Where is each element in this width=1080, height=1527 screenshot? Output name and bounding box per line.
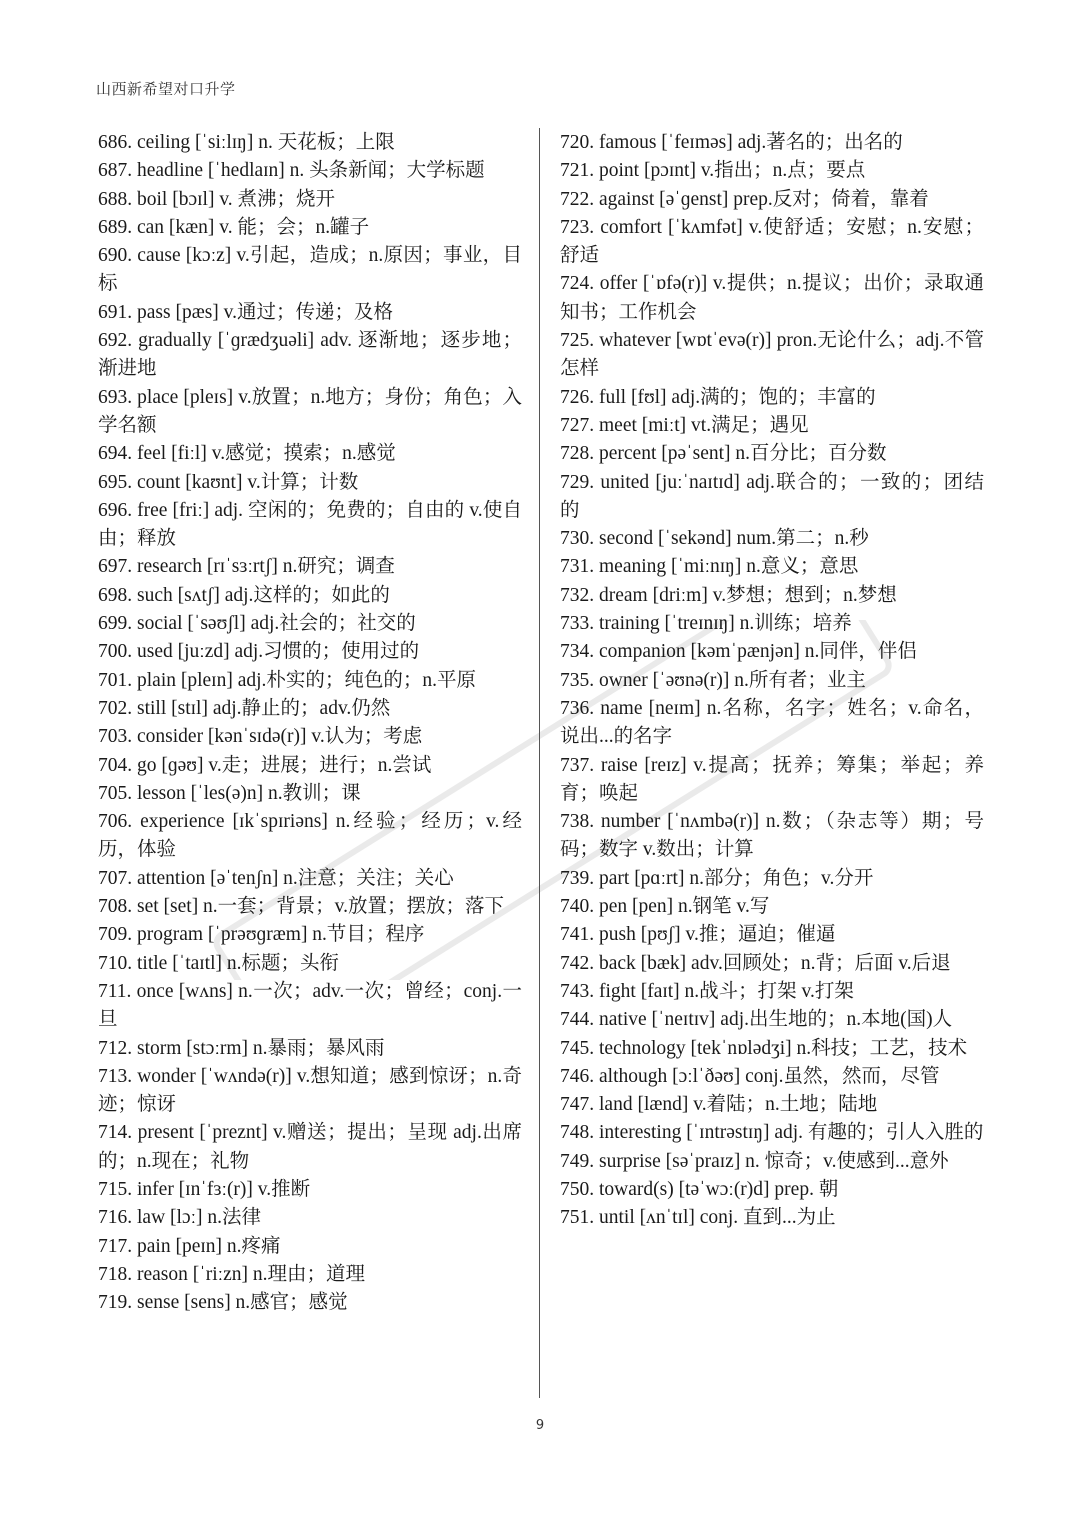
vocab-entry-711: 711. once [wʌns] n.一次；adv.一次；曾经；conj.一旦 (98, 980, 522, 1031)
vocab-entry-708: 708. set [set] n.一套；背景；v.放置；摆放；落下 (98, 896, 505, 918)
vocab-entry-732: 732. dream [driːm] v.梦想；想到；n.梦想 (560, 584, 897, 606)
vocab-entry-737: 737. raise [reɪz] v.提高；抚养；筹集；举起；养育；唤起 (560, 754, 984, 804)
vocab-entry-729: 729. united [juːˈnaɪtɪd] adj.联合的；一致的；团结的 (560, 471, 984, 521)
vocab-entry-705: 705. lesson [ˈles(ə)n] n.教训；课 (98, 782, 361, 804)
vocab-entry-697: 697. research [rɪˈsɜːrtʃ] n.研究；调查 (98, 556, 395, 578)
vocab-entry-694: 694. feel [fiːl] v.感觉；摸索；n.感觉 (98, 443, 396, 465)
vocab-entry-693: 693. place [pleɪs] v.放置；n.地方；身份；角色；入学名额 (98, 386, 522, 436)
vocab-entry-687: 687. headline [ˈhedlaɪn] n. 头条新闻；大学标题 (98, 160, 485, 182)
vocab-entry-726: 726. full [fʊl] adj.满的；饱的；丰富的 (560, 386, 876, 408)
vocab-entry-715: 715. infer [ɪnˈfɜː(r)] v.推断 (98, 1178, 311, 1200)
vocab-entry-713: 713. wonder [ˈwʌndə(r)] v.想知道；感到惊讶；n.奇迹；惊讶 (98, 1065, 522, 1116)
column-divider (539, 128, 540, 1398)
vocab-entry-748: 748. interesting [ˈɪntrəstɪŋ] adj. 有趣的；引人入胜的 (560, 1122, 984, 1144)
vocab-entry-699: 699. social [ˈsəʊʃl] adj.社会的；社交的 (98, 613, 416, 635)
vocab-entry-733: 733. training [ˈtreɪnɪŋ] n.训练；培养 (560, 613, 852, 635)
vocab-entry-702: 702. still [stɪl] adj.静止的；adv.仍然 (98, 697, 391, 719)
vocab-entry-744: 744. native [ˈneɪtɪv] adj.出生地的；n.本地(国)人 (560, 1009, 953, 1031)
vocab-entry-712: 712. storm [stɔːrm] n.暴雨；暴风雨 (98, 1037, 385, 1059)
vocab-entry-724: 724. offer [ˈɒfə(r)] v.提供；n.提议；出价；录取通知书；工作机会 (560, 273, 984, 323)
vocab-entry-704: 704. go [ɡəʊ] v.走；进展；进行；n.尝试 (98, 754, 432, 776)
vocab-entry-690: 690. cause [kɔːz] v.引起，造成；n.原因；事业，目标 (98, 245, 522, 295)
vocab-entry-692: 692. gradually [ˈɡrædʒuəli] adv. 逐渐地；逐步地；渐进地 (98, 330, 522, 380)
page-header-title: 山西新希望对口升学 (96, 80, 236, 98)
vocab-entry-730: 730. second [ˈsekənd] num.第二；n.秒 (560, 528, 869, 550)
vocab-entry-751: 751. until [ʌnˈtɪl] conj. 直到...为止 (560, 1207, 836, 1229)
vocab-entry-720: 720. famous [ˈfeɪməs] adj.著名的；出名的 (560, 132, 903, 153)
vocab-entry-714: 714. present [ˈpreznt] v.赠送；提出；呈现 adj.出席的；n.现在；礼物 (98, 1122, 522, 1172)
vocab-entry-686: 686. ceiling [ˈsiːlɪŋ] n. 天花板；上限 (98, 132, 395, 153)
vocab-entry-721: 721. point [pɔɪnt] v.指出；n.点；要点 (560, 160, 866, 182)
vocab-entry-727: 727. meet [miːt] vt.满足；遇见 (560, 414, 809, 436)
vocab-entry-742: 742. back [bæk] adv.回顾处；n.背；后面 v.后退 (560, 952, 951, 974)
vocab-entry-731: 731. meaning [ˈmiːnɪŋ] n.意义；意思 (560, 556, 859, 578)
vocab-entry-740: 740. pen [pen] n.钢笔 v.写 (560, 896, 770, 918)
vocab-entry-709: 709. program [ˈprəʊɡræm] n.节目；程序 (98, 924, 425, 946)
vocab-entry-688: 688. boil [bɔɪl] v. 煮沸；烧开 (98, 188, 336, 210)
vocab-entry-738: 738. number [ˈnʌmbə(r)] n.数；（杂志等）期；号码；数字 v.数出；计算 (560, 811, 984, 861)
vocab-entry-739: 739. part [pɑːrt] n.部分；角色；v.分开 (560, 867, 874, 889)
vocab-entry-745: 745. technology [tekˈnɒlədʒi] n.科技；工艺，技术 (560, 1037, 968, 1059)
vocab-entry-689: 689. can [kæn] v. 能；会；n.罐子 (98, 216, 370, 238)
vocab-entry-701: 701. plain [pleɪn] adj.朴实的；纯色的；n.平原 (98, 669, 477, 691)
vocab-entry-698: 698. such [sʌtʃ] adj.这样的；如此的 (98, 584, 390, 606)
vocab-entry-749: 749. surprise [səˈpraɪz] n. 惊奇；v.使感到...意外 (560, 1150, 949, 1172)
vocab-entry-741: 741. push [pʊʃ] v.推；逼迫；催逼 (560, 924, 836, 946)
vocab-entry-710: 710. title [ˈtaɪtl] n.标题；头衔 (98, 952, 340, 974)
vocabulary-column-left (98, 129, 522, 1317)
vocabulary-column-right (560, 129, 984, 1233)
vocab-entry-717: 717. pain [peɪn] n.疼痛 (98, 1235, 281, 1257)
vocab-entry-718: 718. reason [ˈriːzn] n.理由；道理 (98, 1263, 365, 1285)
page-number: 9 (535, 1418, 545, 1433)
vocab-entry-728: 728. percent [pəˈsent] n.百分比；百分数 (560, 443, 887, 465)
vocab-entry-725: 725. whatever [wɒtˈevə(r)] pron.无论什么；adj.不管怎样 (560, 330, 984, 380)
vocab-entry-736: 736. name [neɪm] n.名称，名字；姓名；v.命名，说出...的名字 (560, 697, 984, 748)
vocab-entry-735: 735. owner [ˈəʊnə(r)] n.所有者；业主 (560, 669, 866, 691)
vocab-entry-700: 700. used [juːzd] adj.习惯的；使用过的 (98, 641, 420, 663)
vocab-entry-716: 716. law [lɔː] n.法律 (98, 1207, 262, 1229)
vocab-entry-696: 696. free [friː] adj. 空闲的；免费的；自由的 v.使自由；释放 (98, 499, 522, 550)
vocab-entry-703: 703. consider [kənˈsɪdə(r)] v.认为；考虑 (98, 726, 423, 748)
vocab-entry-746: 746. although [ɔːlˈðəʊ] conj.虽然，然而，尽管 (560, 1065, 940, 1087)
vocab-entry-719: 719. sense [sens] n.感官；感觉 (98, 1292, 348, 1314)
vocab-entry-723: 723. comfort [ˈkʌmfət] v.使舒适；安慰；n.安慰；舒适 (560, 216, 984, 267)
vocab-entry-747: 747. land [lænd] v.着陆；n.土地；陆地 (560, 1094, 878, 1116)
vocab-entry-695: 695. count [kaʊnt] v.计算；计数 (98, 471, 359, 493)
vocab-entry-734: 734. companion [kəmˈpænjən] n.同伴，伴侣 (560, 641, 917, 663)
vocab-entry-743: 743. fight [faɪt] n.战斗；打架 v.打架 (560, 980, 854, 1002)
vocab-entry-706: 706. experience [ɪkˈspɪriəns] n.经验；经历；v.经历，体验 (98, 811, 522, 861)
vocab-entry-691: 691. pass [pæs] v.通过；传递；及格 (98, 301, 394, 323)
vocab-entry-707: 707. attention [əˈtenʃn] n.注意；关注；关心 (98, 867, 454, 889)
vocab-entry-722: 722. against [əˈɡenst] prep.反对；倚着，靠着 (560, 188, 929, 210)
vocab-entry-750: 750. toward(s) [təˈwɔː(r)d] prep. 朝 (560, 1178, 839, 1200)
